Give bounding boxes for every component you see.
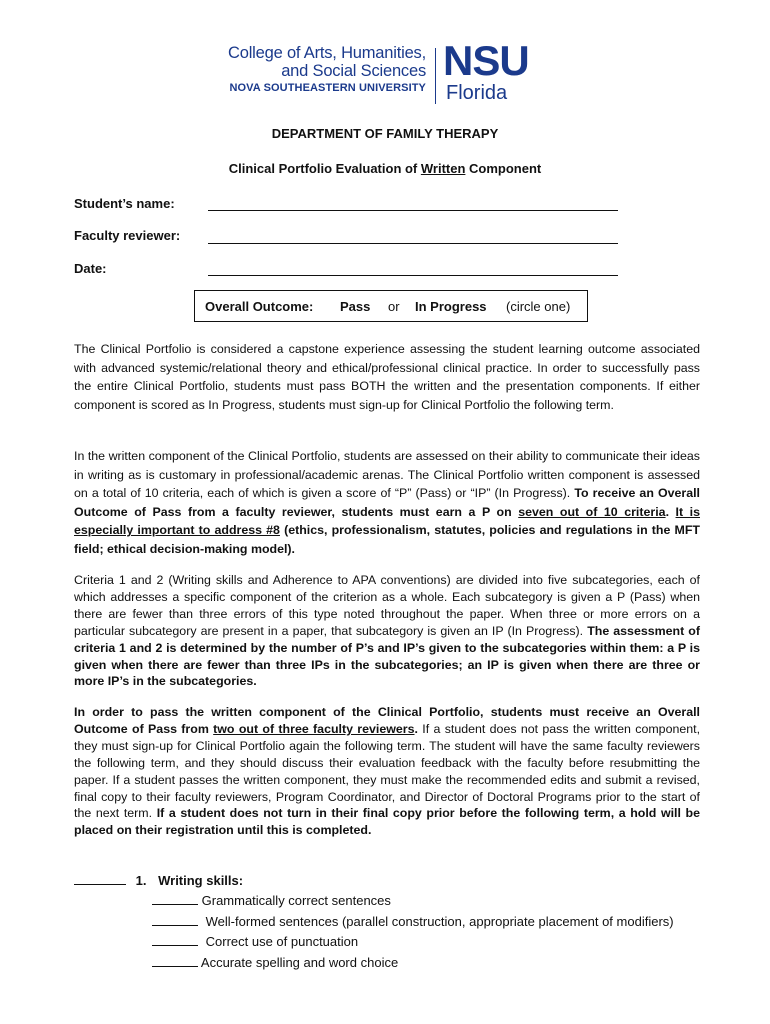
- outcome-pass-option[interactable]: Pass: [340, 299, 371, 314]
- paragraph-passing: [74, 704, 700, 839]
- subitem-score-blank[interactable]: [152, 892, 198, 905]
- p4-bold-c: .: [414, 721, 418, 736]
- p2-bold-e: It is especially important to address #8: [74, 504, 700, 538]
- logo-college-line1: College of Arts, Humanities,: [228, 44, 426, 62]
- subitem-label: Well-formed sentences (parallel construction, appropriate placement of modifiers): [205, 914, 674, 929]
- form-title-post: Component: [465, 161, 542, 176]
- p4-text-d: If a student does not pass the written component, they must sign-up for Clinical Portfolio again the following term. The student will have the same faculty reviewers the following term, and they should discuss their evaluation feedback with the faculty before resubmitting the paper. If a student passes the written component, they must make the recommended edits and submit a revised, final copy to their faculty reviewers, Program Coordinator, and Director of Doctoral Programs prior to the start of the next term.: [74, 721, 701, 821]
- department-title: DEPARTMENT OF FAMILY THERAPY: [271, 126, 499, 141]
- logo-university: NOVA SOUTHEASTERN UNIVERSITY: [229, 82, 426, 94]
- p4-bold-e: If a student does not turn in their final copy prior before the following term, a hold will be placed on their registration until this is completed.: [74, 806, 700, 838]
- outcome-label: Overall Outcome:: [205, 299, 314, 314]
- criterion-1-score-blank[interactable]: [74, 872, 126, 885]
- form-title-pre: Clinical Portfolio Evaluation of: [228, 161, 421, 176]
- student-name-label: Student’s name:: [74, 196, 175, 211]
- subitem-label: Grammatically correct sentences: [201, 893, 391, 908]
- criterion-1-number: 1.: [135, 873, 147, 888]
- date-label: Date:: [74, 261, 107, 276]
- student-name-line[interactable]: [208, 210, 618, 211]
- form-title: [0, 161, 770, 176]
- logo-nsu: NSU: [443, 37, 529, 84]
- p2-bold-f: (ethics, professionalism, statutes, policies and regulations in the MFT field; ethical decision-making model).: [74, 523, 700, 556]
- outcome-in-progress-option[interactable]: In Progress: [415, 299, 487, 314]
- paragraph-intro: The Clinical Portfolio is considered a capstone experience assessing the student learning outcome associated with advanced systemic/relational theory and ethical/professional clinical practice. In order to successfully pass the entire Clinical Portfolio, students must pass BOTH the written and the presentation components. If either component is scored as In Progress, students must sign-up for Clinical Portfolio the following term.: [74, 342, 700, 412]
- logo-college-line2: and Social Sciences: [281, 62, 426, 80]
- outcome-or: or: [388, 299, 400, 314]
- p2-bold-d: .: [665, 504, 676, 519]
- criterion-1-title: Writing skills:: [158, 873, 244, 888]
- subitem-row: [152, 954, 398, 970]
- subitem-label: Accurate spelling and word choice: [200, 955, 399, 970]
- college-logo: [224, 37, 554, 106]
- date-line[interactable]: [208, 275, 618, 276]
- subitem-score-blank[interactable]: [152, 913, 198, 926]
- logo-divider: [435, 48, 436, 104]
- faculty-reviewer-label: Faculty reviewer:: [74, 228, 181, 243]
- subitem-row: [152, 933, 358, 949]
- p4-bold-b: two out of three faculty reviewers: [213, 721, 415, 736]
- subitem-score-blank[interactable]: [152, 933, 198, 946]
- p3-bold-b: The assessment of criteria 1 and 2 is determined by the number of P’s and IP’s given to the subcategories within them: a P is given when there are fewer than three IPs in the subcategories; an IP is given when there are three or more IP’s in the subcategories.: [74, 623, 700, 689]
- p2-text-a: In the written component of the Clinical Portfolio, students are assessed on their ability to communicate their ideas in writing as is customary in professional/academic arenas. The Clinical Portfolio written component is assessed on a total of 10 criteria, each of which is given a score of “P” (Pass) or “IP” (In Progress).: [74, 449, 700, 501]
- faculty-reviewer-line[interactable]: [208, 243, 618, 244]
- p2-bold-c: seven out of 10 criteria: [518, 504, 666, 519]
- logo-text-block: [224, 44, 426, 96]
- p4-bold-a: In order to pass the written component of the Clinical Portfolio, students must receive an Overall Outcome of Pass from: [74, 705, 700, 736]
- outcome-hint: (circle one): [506, 299, 571, 314]
- criterion-1-row: [74, 872, 243, 888]
- subitem-score-blank[interactable]: [152, 954, 198, 967]
- subitem-row: [152, 892, 391, 908]
- p2-bold-b: To receive an Overall Outcome of Pass from a faculty reviewer, students must earn a P on: [74, 486, 700, 519]
- p3-text-a: Criteria 1 and 2 (Writing skills and Adherence to APA conventions) are divided into five subcategories, each of which addresses a specific component of the criterion as a whole. Each subcategory is given a P (Pass) when there are fewer than three errors of this type noted throughout the paper. When three or more errors on a particular subcategory are present in a paper, that subcategory is given an IP (In Progress).: [74, 573, 700, 638]
- paragraph-criteria: [74, 572, 700, 690]
- subitem-row: [152, 913, 674, 929]
- subitem-label: Correct use of punctuation: [205, 934, 359, 949]
- form-title-underlined: Written: [420, 161, 466, 176]
- paragraph-written-component: [74, 447, 700, 559]
- overall-outcome-box: [194, 290, 588, 322]
- logo-florida: Florida: [446, 82, 508, 104]
